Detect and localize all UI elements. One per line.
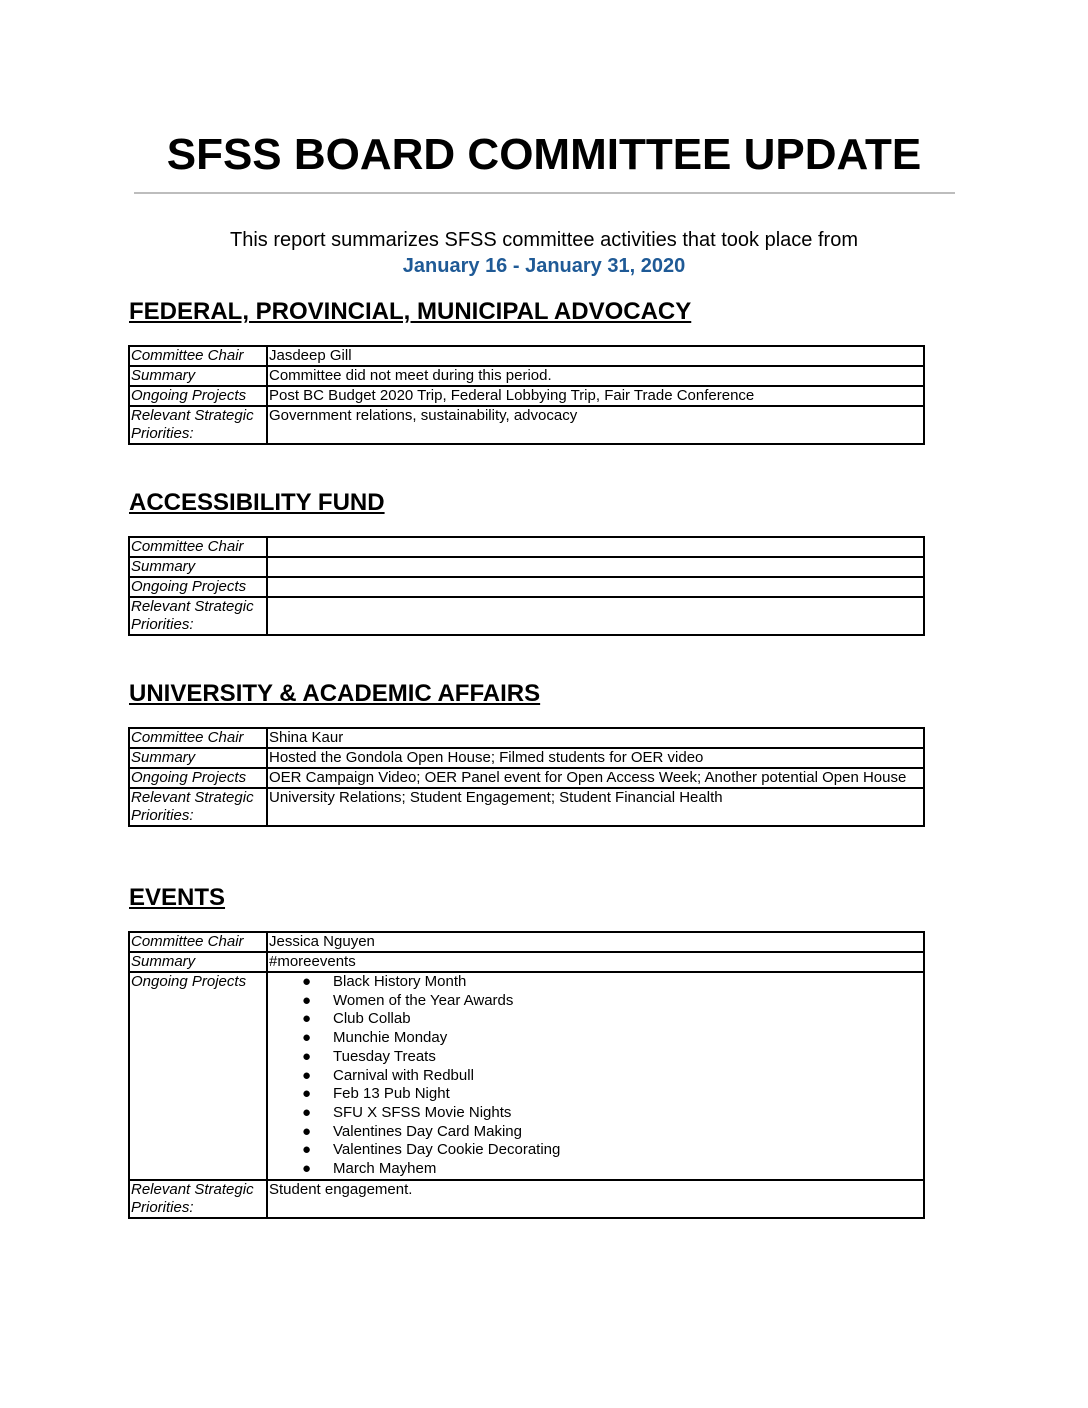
event-name: Carnival with Redbull <box>333 1066 474 1084</box>
table-row <box>129 386 924 406</box>
bullet-icon: ● <box>302 1085 312 1103</box>
label-line: Priorities: <box>131 616 194 633</box>
committee-chair-value: Jessica Nguyen <box>267 932 924 952</box>
table-row <box>129 406 924 444</box>
ongoing-projects-value <box>267 577 924 597</box>
event-name: Valentines Day Cookie Decorating <box>333 1141 561 1159</box>
ongoing-projects-value: Post BC Budget 2020 Trip, Federal Lobbying Trip, Fair Trade Conference <box>267 386 924 406</box>
section-heading-events: EVENTS <box>129 884 226 911</box>
committee-table-academic-affairs <box>128 727 925 827</box>
list-item <box>269 992 923 1011</box>
table-row <box>129 577 924 597</box>
table-row <box>129 1180 924 1218</box>
event-name: SFU X SFSS Movie Nights <box>333 1103 512 1121</box>
table-row <box>129 952 924 972</box>
table-row <box>129 346 924 366</box>
committee-chair-value: Jasdeep Gill <box>267 346 924 366</box>
bullet-icon: ● <box>302 1066 312 1084</box>
list-item <box>269 1123 923 1142</box>
event-name: Munchie Monday <box>333 1029 448 1047</box>
table-row <box>129 366 924 386</box>
section-heading-academic-affairs: UNIVERSITY & ACADEMIC AFFAIRS <box>129 680 541 707</box>
bullet-icon: ● <box>302 1103 312 1121</box>
event-name: March Mayhem <box>333 1160 437 1178</box>
ongoing-projects-value <box>267 972 924 1180</box>
list-item <box>269 1085 923 1104</box>
label-line: Priorities: <box>131 807 194 824</box>
ongoing-projects-label: Ongoing Projects <box>129 768 267 788</box>
table-row <box>129 597 924 635</box>
table-row <box>129 537 924 557</box>
committee-table-accessibility <box>128 536 925 636</box>
committee-chair-label: Committee Chair <box>129 932 267 952</box>
ongoing-projects-label: Ongoing Projects <box>129 972 267 1180</box>
strategic-priorities-value <box>267 597 924 635</box>
strategic-priorities-label <box>129 788 267 826</box>
summary-label: Summary <box>129 952 267 972</box>
table-row <box>129 932 924 952</box>
strategic-priorities-label <box>129 1180 267 1218</box>
ongoing-projects-label: Ongoing Projects <box>129 386 267 406</box>
bullet-icon: ● <box>302 1010 312 1028</box>
label-line: Relevant Strategic <box>131 1180 254 1198</box>
bullet-icon: ● <box>302 1141 312 1159</box>
intro-text: This report summarizes SFSS committee activities that took place from <box>230 229 858 251</box>
list-item <box>269 1048 923 1067</box>
table-row <box>129 768 924 788</box>
committee-chair-label: Committee Chair <box>129 346 267 366</box>
list-item <box>269 1104 923 1123</box>
table-row <box>129 728 924 748</box>
event-name: Club Collab <box>333 1010 411 1028</box>
events-list <box>269 973 923 1179</box>
table-row <box>129 748 924 768</box>
summary-value: Hosted the Gondola Open House; Filmed students for OER video <box>267 748 924 768</box>
ongoing-projects-value: OER Campaign Video; OER Panel event for Open Access Week; Another potential Open House <box>267 768 924 788</box>
label-line: Relevant Strategic <box>131 598 254 615</box>
bullet-icon: ● <box>302 1047 312 1065</box>
list-item <box>269 1160 923 1179</box>
bullet-icon: ● <box>302 1029 312 1047</box>
committee-chair-label: Committee Chair <box>129 537 267 557</box>
committee-table-advocacy <box>128 345 925 445</box>
committee-table-events <box>128 931 925 1219</box>
committee-chair-value <box>267 537 924 557</box>
document-title: SFSS BOARD COMMITTEE UPDATE <box>166 130 922 179</box>
date-range: January 16 - January 31, 2020 <box>402 255 686 277</box>
ongoing-projects-label: Ongoing Projects <box>129 577 267 597</box>
summary-label: Summary <box>129 366 267 386</box>
summary-label: Summary <box>129 557 267 577</box>
bullet-icon: ● <box>302 1160 312 1178</box>
bullet-icon: ● <box>302 973 312 990</box>
bullet-icon: ● <box>302 991 312 1009</box>
strategic-priorities-label <box>129 597 267 635</box>
summary-value <box>267 557 924 577</box>
list-item <box>269 1141 923 1160</box>
table-row <box>129 788 924 826</box>
section-heading-advocacy: FEDERAL, PROVINCIAL, MUNICIPAL ADVOCACY <box>129 298 692 325</box>
strategic-priorities-value: University Relations; Student Engagement; Student Financial Health <box>267 788 924 826</box>
label-line: Priorities: <box>131 1198 194 1216</box>
summary-value: Committee did not meet during this period. <box>267 366 924 386</box>
committee-chair-label: Committee Chair <box>129 728 267 748</box>
label-line: Priorities: <box>131 425 194 442</box>
table-row <box>129 557 924 577</box>
label-line: Relevant Strategic <box>131 407 254 424</box>
table-row <box>129 972 924 1180</box>
event-name: Tuesday Treats <box>333 1047 436 1065</box>
bullet-icon: ● <box>302 1122 312 1140</box>
list-item <box>269 1067 923 1086</box>
list-item <box>269 1010 923 1029</box>
committee-chair-value: Shina Kaur <box>267 728 924 748</box>
event-name: Valentines Day Card Making <box>333 1122 522 1140</box>
event-name: Women of the Year Awards <box>333 991 514 1009</box>
strategic-priorities-value: Student engagement. <box>267 1180 924 1218</box>
strategic-priorities-value: Government relations, sustainability, advocacy <box>267 406 924 444</box>
event-name: Black History Month <box>333 973 467 990</box>
title-divider <box>134 192 955 194</box>
label-line: Relevant Strategic <box>131 789 254 806</box>
summary-label: Summary <box>129 748 267 768</box>
list-item <box>269 1029 923 1048</box>
summary-value: #moreevents <box>267 952 924 972</box>
strategic-priorities-label <box>129 406 267 444</box>
section-heading-accessibility: ACCESSIBILITY FUND <box>129 489 385 516</box>
event-name: Feb 13 Pub Night <box>333 1085 450 1103</box>
list-item <box>269 973 923 992</box>
